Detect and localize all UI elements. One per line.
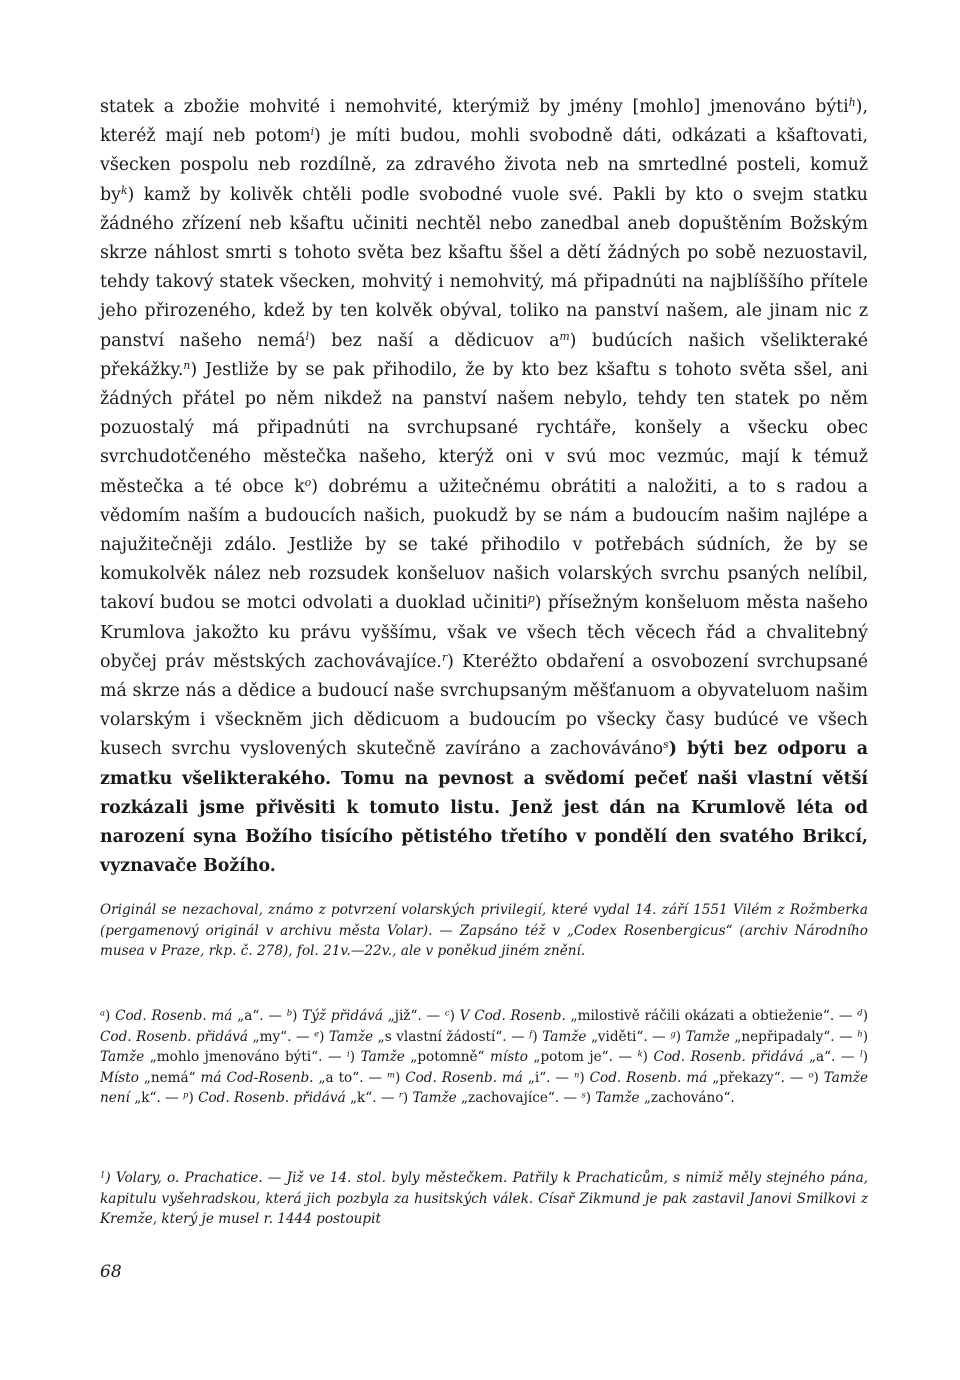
variant-mark: h: [857, 1027, 863, 1038]
variant-mark: m: [386, 1069, 395, 1080]
variant-paren: ): [532, 1028, 538, 1045]
variant-paren: ): [813, 1069, 819, 1086]
variant-text: „a to“. —: [318, 1069, 387, 1086]
variant-paren: ): [402, 1090, 409, 1107]
variant-text: „nemá“: [143, 1069, 201, 1086]
variant-paren: ): [292, 1008, 298, 1024]
variant-text: Místo: [100, 1069, 144, 1086]
variant-mark: d: [857, 1007, 863, 1018]
footnote-mark: 1: [100, 1169, 106, 1180]
variant-mark: a: [100, 1007, 106, 1018]
variant-mark: c: [444, 1007, 450, 1018]
text-run: ) Kteréžto obdaření a osvobození svrchupsané má skrze nás a dědice a budoucí naše svrchupsaným měšťanuom a obyvateluom našim volarským i všecknĕm jich dědicuom a budoucím po všecky časy budúcé ve všech kusech svrchu vyslovených skutečně zavíráno a zachováváno: [100, 651, 869, 760]
variant-mark: i: [347, 1048, 350, 1059]
variant-paren: ): [862, 1028, 869, 1045]
variant-entry: [574, 1070, 809, 1086]
variant-text: „a“. —: [808, 1049, 860, 1066]
variant-mark: k: [120, 183, 128, 197]
variant-mark: f: [529, 1027, 533, 1038]
variant-text: „my“. —: [252, 1028, 315, 1045]
page-number: 68: [100, 1262, 122, 1282]
variant-mark: o: [304, 475, 312, 489]
text-run: ) budúcích našich všelikteraké překážky.: [100, 330, 868, 380]
variant-entry: [670, 1029, 857, 1045]
variant-text: Cod. Rosenb. má: [584, 1069, 713, 1086]
variant-mark: r: [398, 1089, 403, 1100]
variant-text: Tamže: [591, 1090, 644, 1107]
variant-text: „milostivě ráčili okázati a obtieženie“. —: [570, 1008, 858, 1024]
charter-text: [100, 93, 868, 881]
variant-text: Týž přidává: [297, 1008, 388, 1024]
variant-mark: r: [441, 650, 448, 664]
variant-mark: l: [859, 1048, 863, 1059]
variant-text: Tamže: [681, 1028, 735, 1045]
variant-entry: [387, 1070, 574, 1086]
variant-mark: k: [637, 1048, 643, 1059]
variant-text: Tamže: [355, 1049, 411, 1066]
variant-entry: [287, 1008, 445, 1024]
variant-mark: s: [581, 1089, 586, 1100]
variant-entry: [314, 1029, 529, 1045]
footnote-text: ) Volary, o. Prachatice. — Již ve 14. stol. byly městečkem. Patřily k Prachaticům, s nimiž měly stejného pána, kapitulu vyšehradskou, která jich pozbyla za husitských válek. Císař Zikmund je pak zastavil Janovi Smilkovi z Kremže, který je musel r. 1444 postoupit: [100, 1170, 868, 1228]
variant-paren: ): [394, 1069, 401, 1086]
text-run: ) kamž by kolivěk chtěli podle svobodné vuole své. Pakli by kto o svejm statku žádného zřízení neb kšaftu učiniti nechtěl nebo zanedbal aneb dopuštěním Božským skrze náhlost smrti s tohoto světa bez kšaftu ššel a dětí žádných po sobě nezuostavil, tehdy takový statek všecken, mohvitý i nemohvitý, má připadnúti na najblíššího přítele jeho přirozeného, kdež by ten kolvěk obýval, toliko na panství našem, ale jinam nic z panství našeho nemá: [100, 184, 868, 351]
variant-paren: ): [585, 1090, 592, 1107]
text-run: ), kteréž mají neb potom: [100, 97, 868, 147]
variant-mark: l: [305, 329, 310, 343]
variant-mark: g: [670, 1027, 676, 1038]
variant-text: „k“. —: [134, 1090, 184, 1107]
variant-paren: ): [188, 1090, 194, 1107]
variant-text: Tamže: [537, 1028, 591, 1045]
variant-text: Tamže: [408, 1090, 461, 1107]
variant-text: Cod. Rosenb. má: [400, 1069, 528, 1086]
variant-mark: o: [808, 1069, 814, 1080]
variant-text: „potom je“. —: [533, 1049, 638, 1066]
variant-text: „již“. —: [387, 1008, 445, 1024]
variant-text: „zachovajíce“. —: [461, 1090, 582, 1107]
variant-text: „i“. —: [527, 1069, 574, 1086]
variant-text: „s vlastní žádostí“. —: [377, 1028, 530, 1045]
variant-mark: n: [573, 1069, 580, 1080]
variant-text: „k“. —: [350, 1090, 399, 1107]
text-run: statek a zbožie mohvité i nemohvité, kterýmiž by jmény [mohlo] jmenováno býti: [100, 97, 849, 117]
variant-text: Cod. Rosenb. má: [110, 1008, 238, 1024]
variant-text: místo: [490, 1049, 534, 1066]
variant-paren: ): [675, 1028, 682, 1045]
variant-entry: [183, 1090, 399, 1106]
variant-mark: i: [310, 125, 315, 139]
variant-text: „mohlo jmenováno býti“. —: [149, 1049, 348, 1066]
footnote: [100, 1168, 868, 1230]
variant-apparatus: [100, 1006, 868, 1109]
variant-mark: e: [314, 1027, 320, 1038]
variant-mark: p: [183, 1089, 189, 1100]
variant-entry: [100, 1008, 287, 1024]
variant-entry: [638, 1049, 860, 1065]
variant-entry: [445, 1008, 857, 1024]
variant-text: „zachováno“.: [643, 1090, 735, 1107]
variant-text: Cod. Rosenb. přidává: [647, 1049, 809, 1066]
variant-text: Cod. Rosenb. přidává: [100, 1028, 253, 1045]
variant-text: „překazy“. —: [712, 1069, 809, 1086]
variant-entry: [581, 1090, 734, 1106]
variant-entry: [399, 1090, 582, 1106]
variant-mark: n: [183, 358, 191, 372]
variant-text: Tamže: [100, 1049, 150, 1066]
text-run: ) Jestliže by se pak přihodilo, že by kto bez kšaftu s tohoto světa sšel, ani žádných přátel po něm nikdež na panství našem nebylo, tehdy ten statek po něm pozuostalý má připadnúti na svrchupsané rychtáře, konšely a všecku obec svrchudotčeného městečka našeho, kterýž oni v svú moc vezmúc, mají k témuž městečka a té obce k: [100, 359, 868, 497]
variant-text: „nepřipadaly“. —: [734, 1028, 858, 1045]
text-run: ) bez naší a dědicuov a: [309, 330, 560, 351]
variant-text: Tamže není: [100, 1069, 868, 1107]
variant-text: má Cod-Rosenb.: [200, 1069, 319, 1086]
text-run: ) býti bez odporu a zmatku všelikterakého. Tomu na pevnost a svědomí pečeť naši vlastní větší rozkázali jsme přivěsiti k tomuto listu. Jenž jest dán na Krumlově léta od narození syna Božího tisícího pětistého třetího v pondělí den svatého Brikcí, vyznavače Božího.: [100, 739, 868, 877]
text-run: ) dobrému a užitečnému obrátiti a naložiti, a to s radou a vědomím naším a budoucích našich, puokudž by se nám a budoucím našim najlépe a najužitečněji zdálo. Jestliže by se také přihodilo v potřebách súdních, že by se komukolvěk nález neb rozsudek konšeluov našich volarských svrchu psaných nelíbil, takoví budou se motci odvolati a duoklad učiniti: [100, 476, 868, 614]
text-run: ) přísežným konšeluom města našeho Krumlova jakožto ku právu vyššímu, však ve všech těch věcech řád a chvalitebný obyčej práv městských zachovávajíce.: [100, 593, 868, 672]
variant-mark: s: [663, 738, 669, 752]
variant-text: „viděti“. —: [591, 1028, 671, 1045]
variant-text: V Cod. Rosenb.: [454, 1008, 571, 1024]
variant-mark: p: [527, 592, 535, 606]
variant-paren: ): [579, 1069, 585, 1086]
variant-entry: [529, 1029, 670, 1045]
variant-mark: m: [559, 329, 570, 343]
text-run: ) je míti budou, mohli svobodně dáti, odkázati a kšaftovati, všecken pospolu neb rozdílně, za zdravého života neb na smrtedlné posteli, komuž by: [100, 126, 868, 205]
variant-text: „potomně“: [410, 1049, 491, 1066]
variant-paren: ): [862, 1049, 868, 1066]
variant-paren: ): [349, 1049, 356, 1066]
variant-entry: [347, 1049, 637, 1065]
variant-paren: ): [642, 1049, 648, 1066]
variant-paren: ): [319, 1028, 325, 1045]
variant-text: Cod. Rosenb. přidává: [193, 1090, 350, 1107]
variant-text: Tamže: [324, 1028, 378, 1045]
variant-paren: ): [105, 1008, 111, 1024]
variant-text: „a“. —: [237, 1008, 287, 1024]
editorial-note: Originál se nezachoval, známo z potvrzení volarských privilegií, které vydal 14. září 1551 Vilém z Rožmberka (pergamenový originál v archivu města Volar). — Zapsáno též v „Codex Rosenbergicus“ (archiv Národního musea v Praze, rkp. č. 278), fol. 21v.—22v., ale v poněkud jiném znění.: [100, 902, 868, 960]
variant-paren: ): [862, 1008, 868, 1024]
variant-paren: ): [449, 1008, 455, 1024]
variant-mark: h: [848, 96, 856, 110]
variant-mark: b: [286, 1007, 293, 1018]
